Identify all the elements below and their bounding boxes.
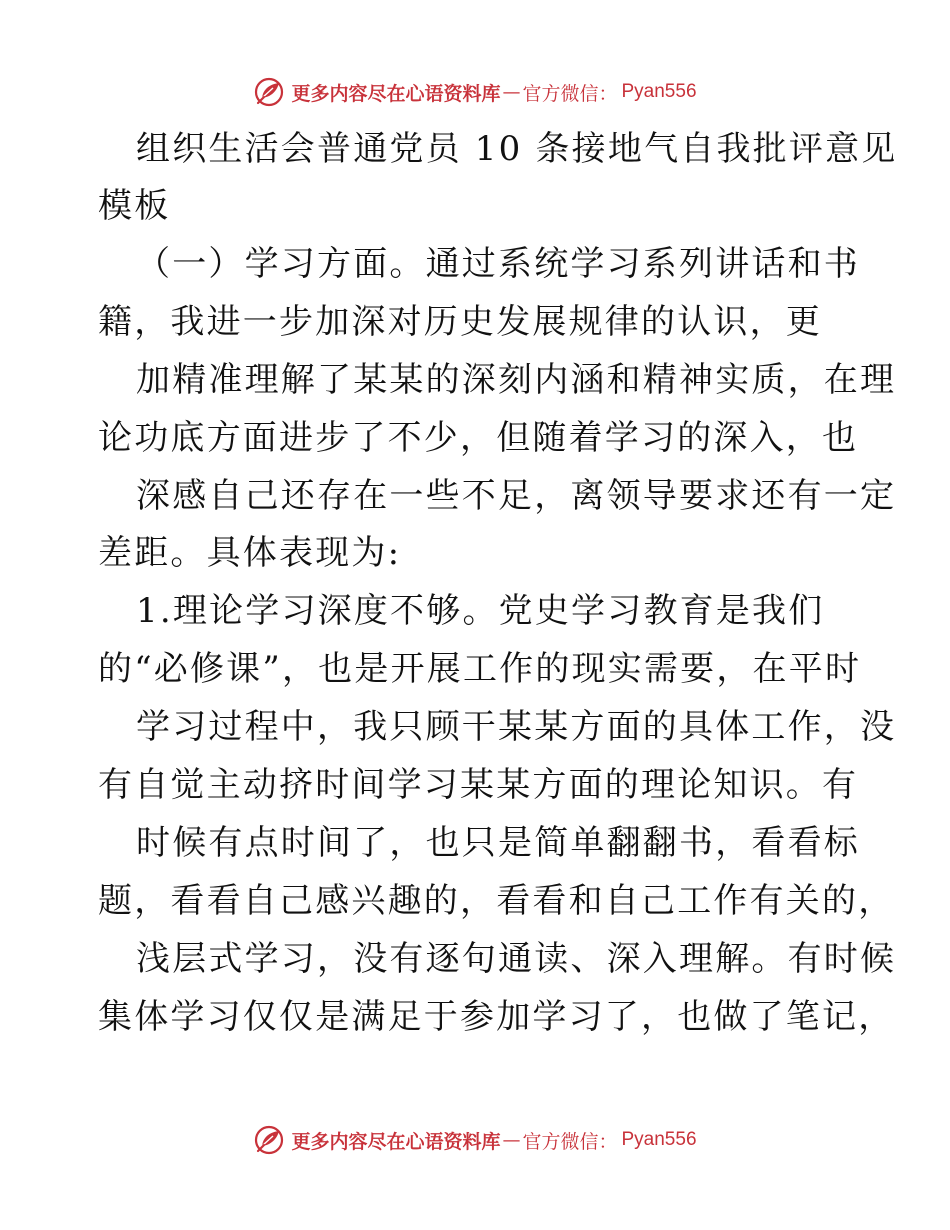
body-line: 题，看看自己感兴趣的，看看和自己工作有关的， bbox=[98, 881, 895, 921]
body-line: 时候有点时间了，也只是简单翻翻书，看看标 bbox=[136, 823, 860, 863]
body-line: 籍，我进一步加深对历史发展规律的认识，更 bbox=[98, 302, 822, 342]
watermark-brand-text: 更多内容尽在心语资料库 bbox=[291, 1130, 501, 1153]
watermark-separator: — bbox=[502, 81, 521, 103]
watermark-banner-top bbox=[0, 72, 950, 112]
body-line: （一）学习方面。通过系统学习系列讲话和书 bbox=[136, 244, 860, 284]
body-line: 差距。具体表现为: bbox=[98, 533, 402, 573]
body-line: 的“必修课”，也是开展工作的现实需要，在平时 bbox=[98, 649, 862, 689]
red-leaf-logo-icon bbox=[253, 1124, 285, 1156]
body-line: 集体学习仅仅是满足于参加学习了，也做了笔记， bbox=[98, 997, 895, 1037]
watermark-official-label: 官方微信： bbox=[522, 82, 618, 105]
watermark-banner-bottom bbox=[0, 1120, 950, 1160]
watermark-official-label: 官方微信： bbox=[522, 1130, 618, 1153]
body-line: 学习过程中，我只顾干某某方面的具体工作，没 bbox=[136, 707, 897, 747]
body-line: 论功底方面进步了不少，但随着学习的深入，也 bbox=[98, 418, 859, 458]
watermark-brand-text: 更多内容尽在心语资料库 bbox=[291, 82, 501, 105]
watermark-separator: — bbox=[502, 1129, 521, 1151]
watermark-wechat-id: Pyan556 bbox=[621, 1129, 697, 1150]
body-line: 浅层式学习，没有逐句通读、深入理解。有时候 bbox=[136, 939, 897, 979]
watermark-wechat-id: Pyan556 bbox=[621, 81, 697, 102]
body-line: 加精准理解了某某的深刻内涵和精神实质，在理 bbox=[136, 360, 897, 400]
body-line: 有自觉主动挤时间学习某某方面的理论知识。有 bbox=[98, 765, 859, 805]
document-title-line-1: 组织生活会普通党员 10 条接地气自我批评意见 bbox=[136, 129, 898, 169]
document-title-line-2: 模板 bbox=[98, 186, 171, 226]
body-line: 深感自己还存在一些不足，离领导要求还有一定 bbox=[136, 476, 897, 516]
red-leaf-logo-icon bbox=[253, 76, 285, 108]
body-line: 1.理论学习深度不够。党史学习教育是我们 bbox=[136, 591, 825, 631]
